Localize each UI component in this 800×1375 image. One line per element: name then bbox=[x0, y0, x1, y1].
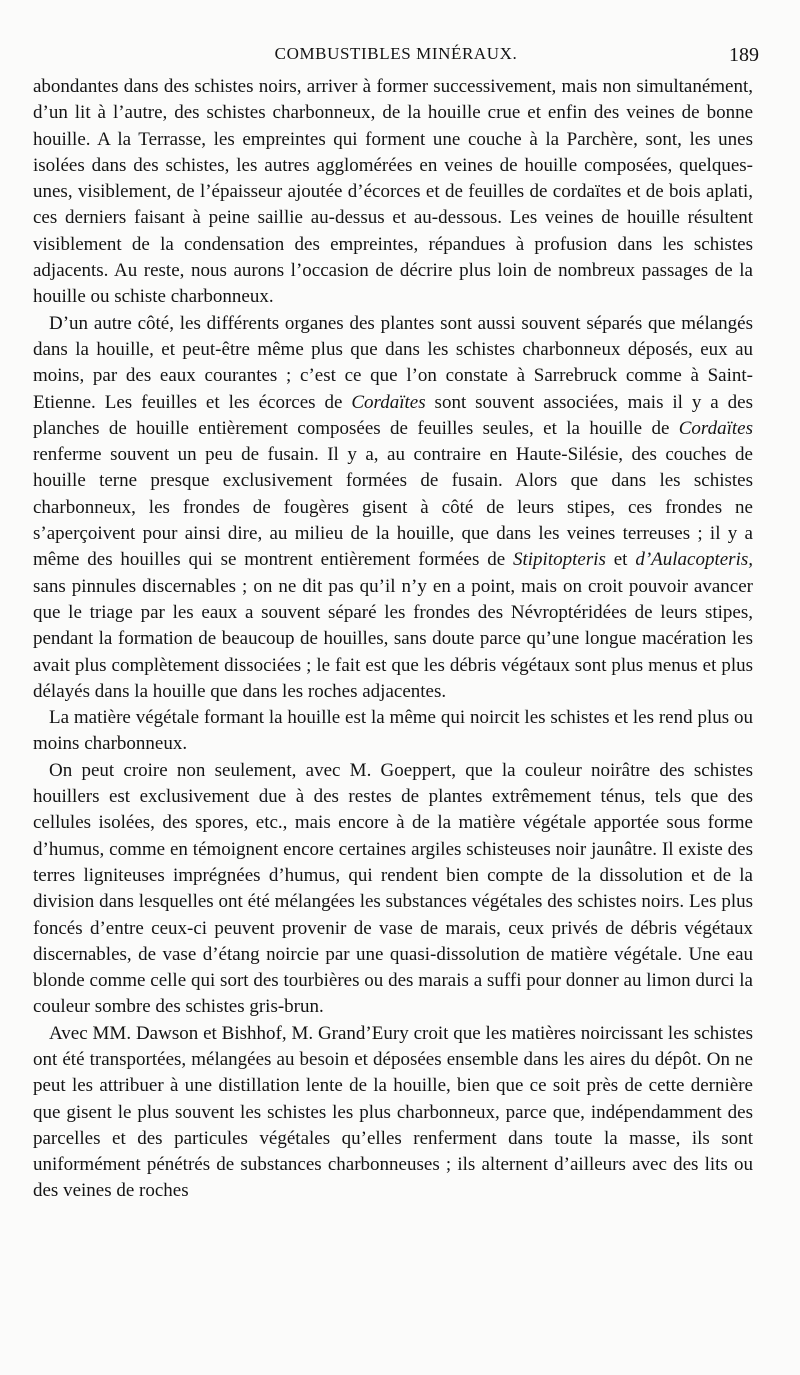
text-segment: sont souvent associées, mais il y a des planches de houille entièrement composées de feuilles seules, et la houille de bbox=[33, 391, 753, 439]
italic-term: Stipitopteris bbox=[513, 549, 606, 571]
italic-term: Cordaïtes bbox=[351, 391, 426, 413]
running-head bbox=[33, 44, 759, 74]
text-segment: abondantes dans des schistes noirs, arriver à former successivement, mais non simultanément, d’un lit à l’autre, des schistes charbonneux, de la houille crue et enfin des veines de bonne houille. A la Terrasse, les empreintes qui forment une couche à la Parchère, sont, les unes isolées dans des schistes, les autres agglomérées en veines de houille composées, quelques-unes, visiblement, de l’épaisseur ajoutée d’écorces et de feuilles de cordaïtes et de bois aplati, ces derniers faisant à peine saillie au-dessus et au-dessous. Les veines de houille résultent visiblement de la condensation des empreintes, répandues à profusion dans les schistes adjacents. Au reste, nous aurons l’occasion de décrire plus loin de nombreux passages de la houille ou schiste charbonneux. bbox=[33, 76, 753, 308]
text-segment: sans pinnules discernables ; on ne dit pas qu’il n’y en a point, mais on croit pouvoir avancer que le triage par les eaux a souvent séparé les frondes des Névroptéridées de leurs stipes, pendant la formation de beaucoup de houilles, sans doute parce qu’une longue macération les avait plus complètement dissociées ; le fait est que les débris végétaux sont plus menus et plus délayés dans la houille que dans les roches adjacentes. bbox=[33, 575, 753, 702]
text-segment: On peut croire non seulement, avec M. Goeppert, que la couleur noirâtre des schistes houillers est exclusivement due à des restes de plantes extrêmement ténus, tels que des cellules isolées, des spores, etc., mais encore à de la matière végétale apportée sous forme d’humus, comme en témoignent encore certaines argiles schisteuses noir jaunâtre. Il existe des terres ligniteuses imprégnées d’humus, qui rendent bien compte de la dissolution et de la division dans lesquelles ont été mélangées les substances végétales des schistes noirs. Les plus foncés d’entre ceux-ci peuvent provenir de vase de marais, ceux privés de débris végétaux discernables, de vase d’étang noircie par une quasi-dissolution de matière végétale. Une eau blonde comme celle qui sort des tourbières ou des marais a suffi pour donner au limon durci la couleur sombre des schistes gris-brun. bbox=[33, 759, 753, 1018]
text-segment: et bbox=[605, 549, 636, 571]
italic-term: d’Aulacopteris, bbox=[635, 549, 753, 571]
italic-term: Cordaïtes bbox=[678, 417, 753, 439]
running-title: COMBUSTIBLES MINÉRAUX. bbox=[274, 44, 518, 63]
paragraph-5 bbox=[33, 1021, 753, 1205]
paragraph-3 bbox=[33, 705, 753, 758]
body-text bbox=[33, 74, 753, 1205]
text-segment: La matière végétale formant la houille est la même qui noircit les schistes et les rend plus ou moins charbonneux. bbox=[33, 707, 753, 755]
page-number: 189 bbox=[729, 44, 759, 66]
paragraph-2 bbox=[33, 311, 753, 705]
text-segment: D’un autre côté, les différents organes des plantes sont aussi souvent séparés que mélangés dans la houille, et peut-être même plus que dans les schistes charbonneux déposés, eux au moins, par des eaux courantes ; c’est ce que l’on constate à Sarrebruck comme à Saint-Etienne. Les feuilles et les écorces de bbox=[33, 312, 753, 413]
text-segment: Avec MM. Dawson et Bishhof, M. Grand’Eury croit que les matières noircissant les schistes ont été transportées, mélangées au besoin et déposées ensemble dans les aires du dépôt. On ne peut les attribuer à une distillation lente de la houille, bien que ce soit près de cette dernière que gisent le plus souvent les schistes les plus charbonneux, parce que, indépendamment des parcelles et des particules végétales qu’elles renferment dans toute la masse, ils sont uniformément pénétrés de substances charbonneuses ; ils alternent d’ailleurs avec des lits ou des veines de roches bbox=[33, 1022, 753, 1202]
paragraph-4 bbox=[33, 758, 753, 1021]
paragraph-1 bbox=[33, 74, 753, 311]
text-segment: renferme souvent un peu de fusain. Il y a, au contraire en Haute-Silésie, des couches de houille terne presque exclusivement formées de fusain. Alors que dans les schistes charbonneux, les frondes de fougères gisent à côté de leurs stipes, ces frondes ne s’aperçoivent pour ainsi dire, au milieu de la houille, que dans les veines terreuses ; il y a même des houilles qui se montrent entièrement formées de bbox=[33, 444, 753, 571]
